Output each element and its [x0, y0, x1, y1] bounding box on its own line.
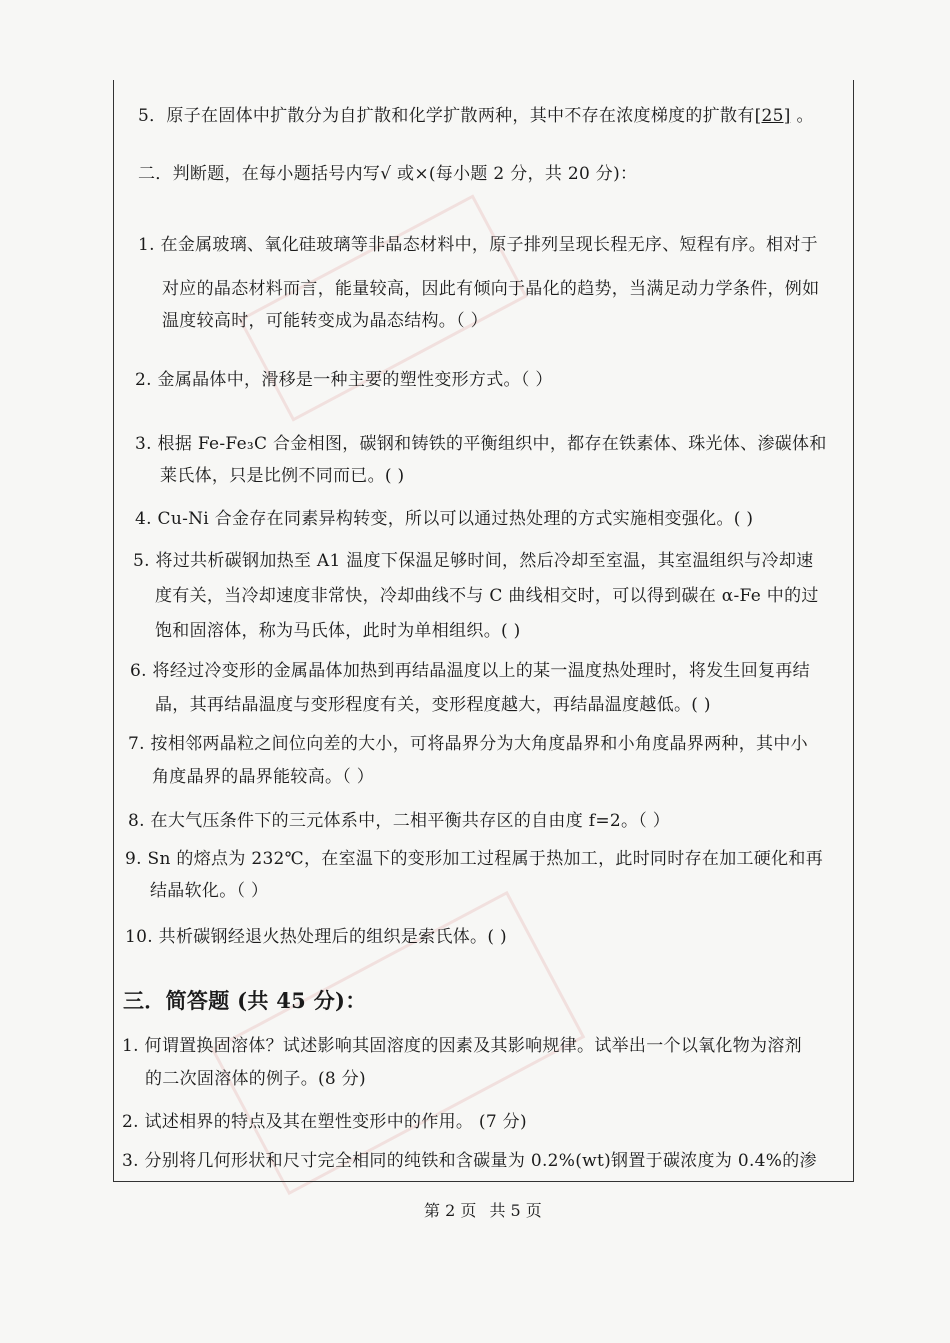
judge-item-10: 10. 共析碳钢经退火热处理后的组织是索氏体。( ): [125, 927, 507, 947]
judge-item-5-line-3: 饱和固溶体，称为马氏体，此时为单相组织。( ): [155, 621, 521, 641]
page-total: 共 5 页: [489, 1201, 542, 1220]
short-q-1-line-1: 1. 何谓置换固溶体？试述影响其固溶度的因素及其影响规律。试举出一个以氧化物为溶剂: [122, 1036, 802, 1056]
judge-item-2: 2. 金属晶体中，滑移是一种主要的塑性变形方式。（ ）: [135, 370, 553, 390]
top-item: 5．原子在固体中扩散分为自扩散和化学扩散两种，其中不存在浓度梯度的扩散有[25] 。: [138, 106, 814, 126]
page-footer: [420, 1198, 546, 1221]
judge-item-1-line-1: 1. 在金属玻璃、氧化硅玻璃等非晶态材料中，原子排列呈现长程无序、短程有序。相对于: [138, 235, 818, 255]
judge-item-8: 8. 在大气压条件下的三元体系中，二相平衡共存区的自由度 f=2。（ ）: [128, 811, 671, 831]
judge-item-1-line-3: 温度较高时，可能转变成为晶态结构。（ ）: [162, 311, 488, 331]
judge-item-3-line-1: 3. 根据 Fe-Fe₃C 合金相图，碳钢和铸铁的平衡组织中，都存在铁素体、珠光体、渗碳体和: [135, 434, 827, 454]
judge-item-1-line-2: 对应的晶态材料而言，能量较高，因此有倾向于晶化的趋势，当满足动力学条件，例如: [162, 279, 820, 299]
section3-title: 三．简答题 (共 45 分)：: [123, 988, 367, 1013]
section2-title: 二．判断题，在每小题括号内写√ 或×(每小题 2 分，共 20 分)：: [138, 164, 638, 184]
short-q-3: 3. 分别将几何形状和尺寸完全相同的纯铁和含碳量为 0.2%(wt)钢置于碳浓度为 0.4%的渗: [122, 1151, 817, 1171]
short-q-2: 2. 试述相界的特点及其在塑性变形中的作用。 (7 分): [122, 1112, 527, 1132]
judge-item-5-line-1: 5. 将过共析碳钢加热至 A1 温度下保温足够时间，然后冷却至室温，其室温组织与冷却速: [133, 551, 814, 571]
judge-item-7-line-1: 7. 按相邻两晶粒之间位向差的大小，可将晶界分为大角度晶界和小角度晶界两种，其中小: [128, 734, 808, 754]
judge-item-4: 4. Cu-Ni 合金存在同素异构转变，所以可以通过热处理的方式实施相变强化。( ): [135, 509, 754, 529]
judge-item-6-line-2: 晶，其再结晶温度与变形程度有关，变形程度越大，再结晶温度越低。( ): [155, 695, 711, 715]
judge-item-9-line-1: 9. Sn 的熔点为 232℃，在室温下的变形加工过程属于热加工，此时同时存在加工硬化和再: [125, 849, 823, 869]
judge-item-6-line-1: 6. 将经过冷变形的金属晶体加热到再结晶温度以上的某一温度热处理时，将发生回复再结: [130, 661, 810, 681]
judge-item-5-line-2: 度有关，当冷却速度非常快，冷却曲线不与 C 曲线相交时，可以得到碳在 α-Fe 中的过: [155, 586, 819, 606]
answer-blank: [25]: [754, 106, 791, 126]
judge-item-7-line-2: 角度晶界的晶界能较高。（ ）: [152, 767, 375, 787]
judge-item-9-line-2: 结晶软化。（ ）: [150, 881, 269, 901]
judge-item-3-line-2: 莱氏体，只是比例不同而已。( ): [160, 466, 405, 486]
page-number: 第 2 页: [424, 1201, 477, 1220]
short-q-1-line-2: 的二次固溶体的例子。(8 分): [145, 1069, 366, 1089]
